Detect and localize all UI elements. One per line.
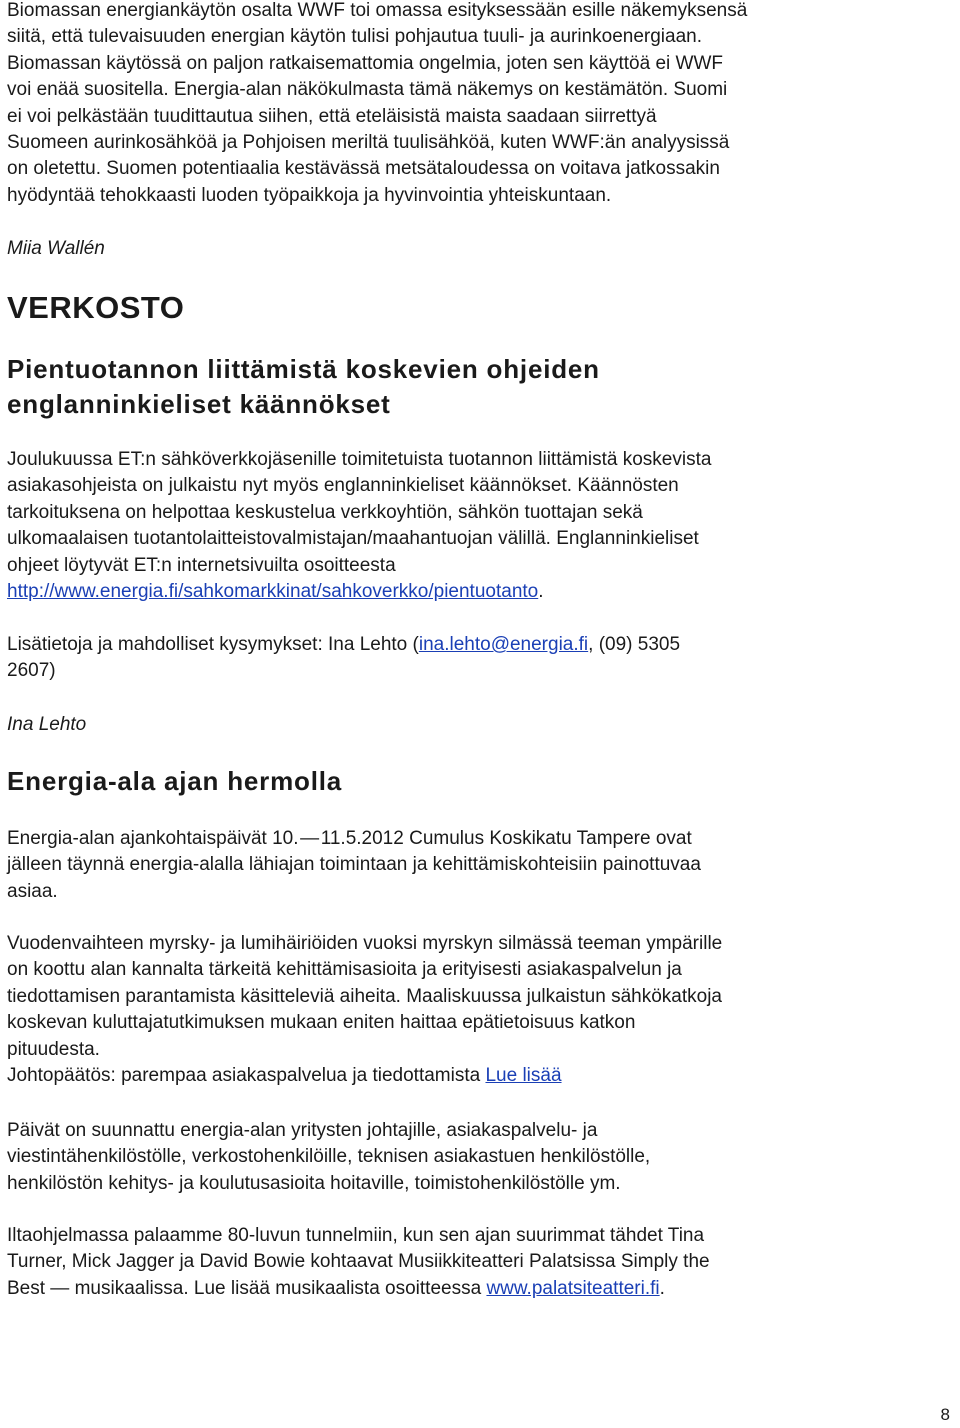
text-line: 2607): [7, 660, 56, 682]
article-heading: Energia-ala ajan hermolla: [7, 766, 343, 796]
contact-phone: , (09) 5305: [588, 634, 681, 655]
read-more-link[interactable]: Lue lisää: [485, 1065, 562, 1087]
article-paragraph: [7, 826, 952, 905]
article-paragraph: [7, 931, 952, 1089]
text-line: asiakasohjeista on julkaistu nyt myös englanninkieliset käännökset. Käännösten: [7, 475, 679, 497]
pientuotanto-link[interactable]: http://www.energia.fi/sahkomarkkinat/sahkoverkko/pientuotanto: [7, 581, 539, 603]
article-heading: [7, 352, 600, 422]
text-line: Joulukuussa ET:n sähköverkkojäsenille toimitetuista tuotannon liittämistä koskevista: [7, 449, 712, 470]
text-line: on koottu alan kannalta tärkeitä kehittämisasioita ja erityisesti asiakaspalvelun ja: [7, 959, 682, 981]
text-line: Vuodenvaihteen myrsky- ja lumihäiriöiden vuoksi myrskyn silmässä teeman ympärille: [7, 933, 723, 954]
text-line: Suomeen aurinkosähköä ja Pohjoisen meriltä tuulisähköä, kuten WWF:än analyysissä: [7, 132, 730, 154]
section-title: VERKOSTO: [7, 290, 185, 325]
text-line: jälleen täynnä energia-alalla lähiajan toimintaan ja kehittämiskohteisiin painottuvaa: [7, 854, 701, 876]
intro-paragraph: [7, 0, 952, 209]
text-line: Iltaohjelmassa palaamme 80-luvun tunnelmiin, kun sen ajan suurimmat tähdet Tina: [7, 1225, 705, 1246]
article-paragraph: [7, 1118, 952, 1197]
text-line: ei voi pelkästään tuudittautua siihen, että eteläisistä maista saadaan siirrettyä: [7, 105, 657, 127]
text-line: asiaa.: [7, 880, 58, 902]
link-period: .: [538, 581, 544, 603]
text-line: [7, 632, 952, 658]
text-line: Energia-alan ajankohtaispäivät 10. — 11.5.2012 Cumulus Koskikatu Tampere ovat: [7, 828, 692, 849]
text-line: Turner, Mick Jagger ja David Bowie kohtaavat Musiikkiteatteri Palatsissa Simply the: [7, 1251, 710, 1273]
text-line: [7, 1063, 952, 1089]
text-line: ulkomaalaisen tuotantolaitteistovalmistajan/maahantuojan välillä. Englanninkieliset: [7, 528, 699, 550]
page-number: 8: [940, 1405, 950, 1424]
heading-line: englanninkieliset käännökset: [7, 389, 391, 419]
text-line: [7, 579, 952, 605]
musical-text: Best — musikaalissa. Lue lisää musikaalista osoitteessa: [7, 1277, 487, 1299]
text-line: pituudesta.: [7, 1038, 100, 1060]
contact-paragraph: [7, 632, 952, 685]
text-line: tiedottamisen parantamista käsitteleviä aiheita. Maaliskuussa julkaistun sähkökatkoja: [7, 985, 722, 1007]
author-signature: Miia Wallén: [7, 238, 105, 259]
article-body: [7, 447, 952, 605]
palatsiteatteri-link[interactable]: www.palatsiteatteri.fi: [486, 1277, 660, 1299]
link-period: .: [659, 1277, 665, 1299]
text-line: koskevan kuluttajatutkimuksen mukaan eniten haittaa epätietoisuus katkon: [7, 1012, 636, 1034]
conclusion-text: Johtopäätös: parempaa asiakaspalvelua ja tiedottamista: [7, 1065, 486, 1087]
text-line: on oletettu. Suomen potentiaalia kestävässä metsätaloudessa on voitava jatkossakin: [7, 158, 720, 180]
text-line: [7, 1276, 952, 1302]
text-line: siitä, että tulevaisuuden energian käytön tulisi pohjautua tuuli- ja aurinkoenergiaan.: [7, 26, 703, 48]
text-line: hyödyntää tehokkaasti luoden työpaikkoja ja hyvinvointia yhteiskuntaan.: [7, 184, 612, 206]
heading-line: Pientuotannon liittämistä koskevien ohjeiden: [7, 354, 600, 384]
text-line: tarkoituksena on helpottaa keskustelua verkkoyhtiön, sähkön tuottajan sekä: [7, 501, 643, 523]
text-line: henkilöstön kehitys- ja koulutusasioita hoitaville, toimistohenkilöstölle ym.: [7, 1172, 621, 1194]
text-line: Päivät on suunnattu energia-alan yritysten johtajille, asiakaspalvelu- ja: [7, 1120, 598, 1141]
email-link[interactable]: ina.lehto@energia.fi: [418, 634, 589, 655]
text-line: Biomassan energiankäytön osalta WWF toi omassa esityksessään esille näkemyksensä: [7, 0, 748, 21]
text-line: viestintähenkilöstölle, verkostohenkilöille, teknisen asiakastuen henkilöstölle,: [7, 1146, 651, 1168]
author-signature: Ina Lehto: [7, 714, 87, 735]
text-line: voi enää suositella. Energia-alan näkökulmasta tämä näkemys on kestämätön. Suomi: [7, 79, 728, 101]
contact-prefix: Lisätietoja ja mahdolliset kysymykset: Ina Lehto (: [7, 634, 419, 655]
article-paragraph: [7, 1223, 952, 1302]
text-line: Biomassan käytössä on paljon ratkaisemattomia ongelmia, joten sen käyttöä ei WWF: [7, 52, 723, 74]
text-line: ohjeet löytyvät ET:n internetsivuilta osoitteesta: [7, 554, 396, 576]
